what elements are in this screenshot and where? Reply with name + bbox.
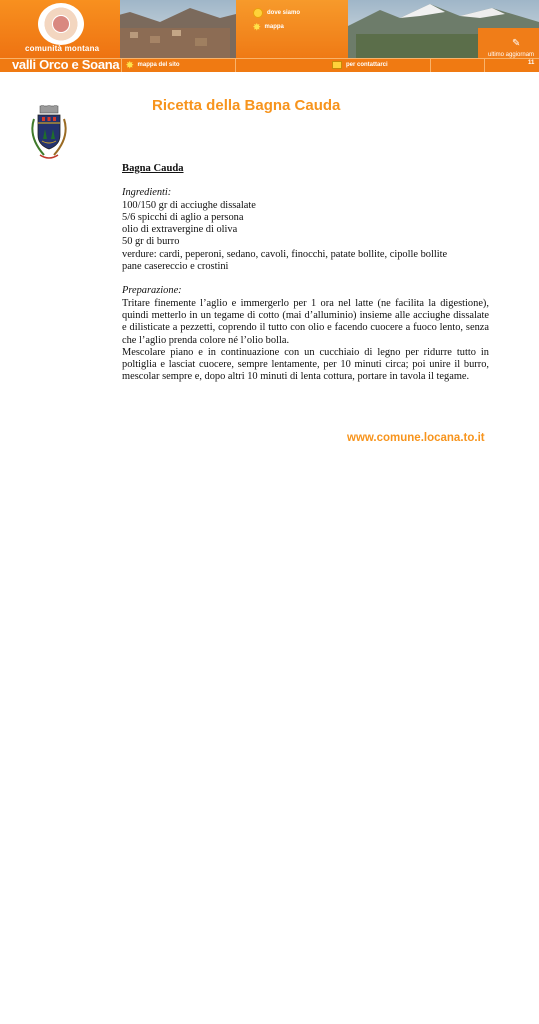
update-icon: ✎ [512, 38, 521, 49]
ultimo-aggiornamento-label: ultimo aggiornam [488, 52, 535, 58]
preparation-paragraph: Tritare finemente l’aglio e immergerlo per 1 ora nel latte (ne facilita la digestione), quindi metterlo in un tegame di cotto (mai d’alluminio) insieme alle acciughe dissalate e dilisticate a pezzetti, coprendo il tutto con olio e facendo cuocere a fuoco lento, senza che l’aglio prenda colore né l’olio bolla. [122, 297, 489, 346]
ingredient-item: 5/6 spicchi di aglio a persona [122, 211, 244, 223]
page-title: Ricetta della Bagna Cauda [152, 97, 341, 114]
nav-mappa[interactable] [253, 23, 284, 31]
preparation-paragraph: Mescolare piano e in continuazione con un cucchiaio di legno per ridurre tutto in poltiglia e lasciat cuocere, sempre lentamente, per 10 minuti circa; poi unire il burro, mescolar sempre e, dopo altri 10 minuti di lenta cottura, portare in tavola il tegame. [122, 346, 489, 383]
nav-dove-siamo-label: dove siamo [267, 10, 301, 16]
nav-dove-siamo[interactable] [253, 8, 300, 18]
recipe-content [122, 163, 489, 384]
nav-per-contattarci[interactable] [332, 61, 388, 69]
ingredient-item: 50 gr di burro [122, 236, 180, 248]
ultimo-aggiornamento-number: 11 [528, 60, 535, 66]
dove-siamo-icon [253, 8, 263, 18]
ingredient-item: verdure: cardi, peperoni, sedano, cavoli, finocchi, patate bollite, cipolle bollite [122, 248, 448, 260]
community-logo[interactable] [38, 3, 84, 45]
mail-icon [332, 61, 342, 69]
nav-mappa-del-sito-label: mappa del sito [137, 62, 180, 68]
community-label: comunità montana [25, 44, 100, 53]
nav-mappa-del-sito[interactable] [126, 61, 180, 69]
recipe-name: Bagna Cauda [122, 163, 184, 174]
site-map-icon: ✸ [126, 60, 134, 70]
preparation-label: Preparazione: [122, 285, 182, 297]
nav-per-contattarci-label: per contattarci [346, 62, 388, 68]
nav-mappa-label: mappa [264, 24, 284, 30]
mappa-icon: ✸ [253, 22, 261, 32]
site-link[interactable]: www.comune.locana.to.it [347, 432, 485, 444]
ingredients-label: Ingredienti: [122, 187, 172, 199]
valley-label: valli Orco e Soana [12, 57, 120, 72]
ingredient-item: olio di extravergine di oliva [122, 224, 238, 236]
ingredient-item: 100/150 gr di acciughe dissalate [122, 199, 256, 211]
municipal-crest-icon [24, 105, 74, 163]
ingredient-item: pane casereccio e crostini [122, 261, 229, 273]
header-banner [0, 0, 539, 72]
